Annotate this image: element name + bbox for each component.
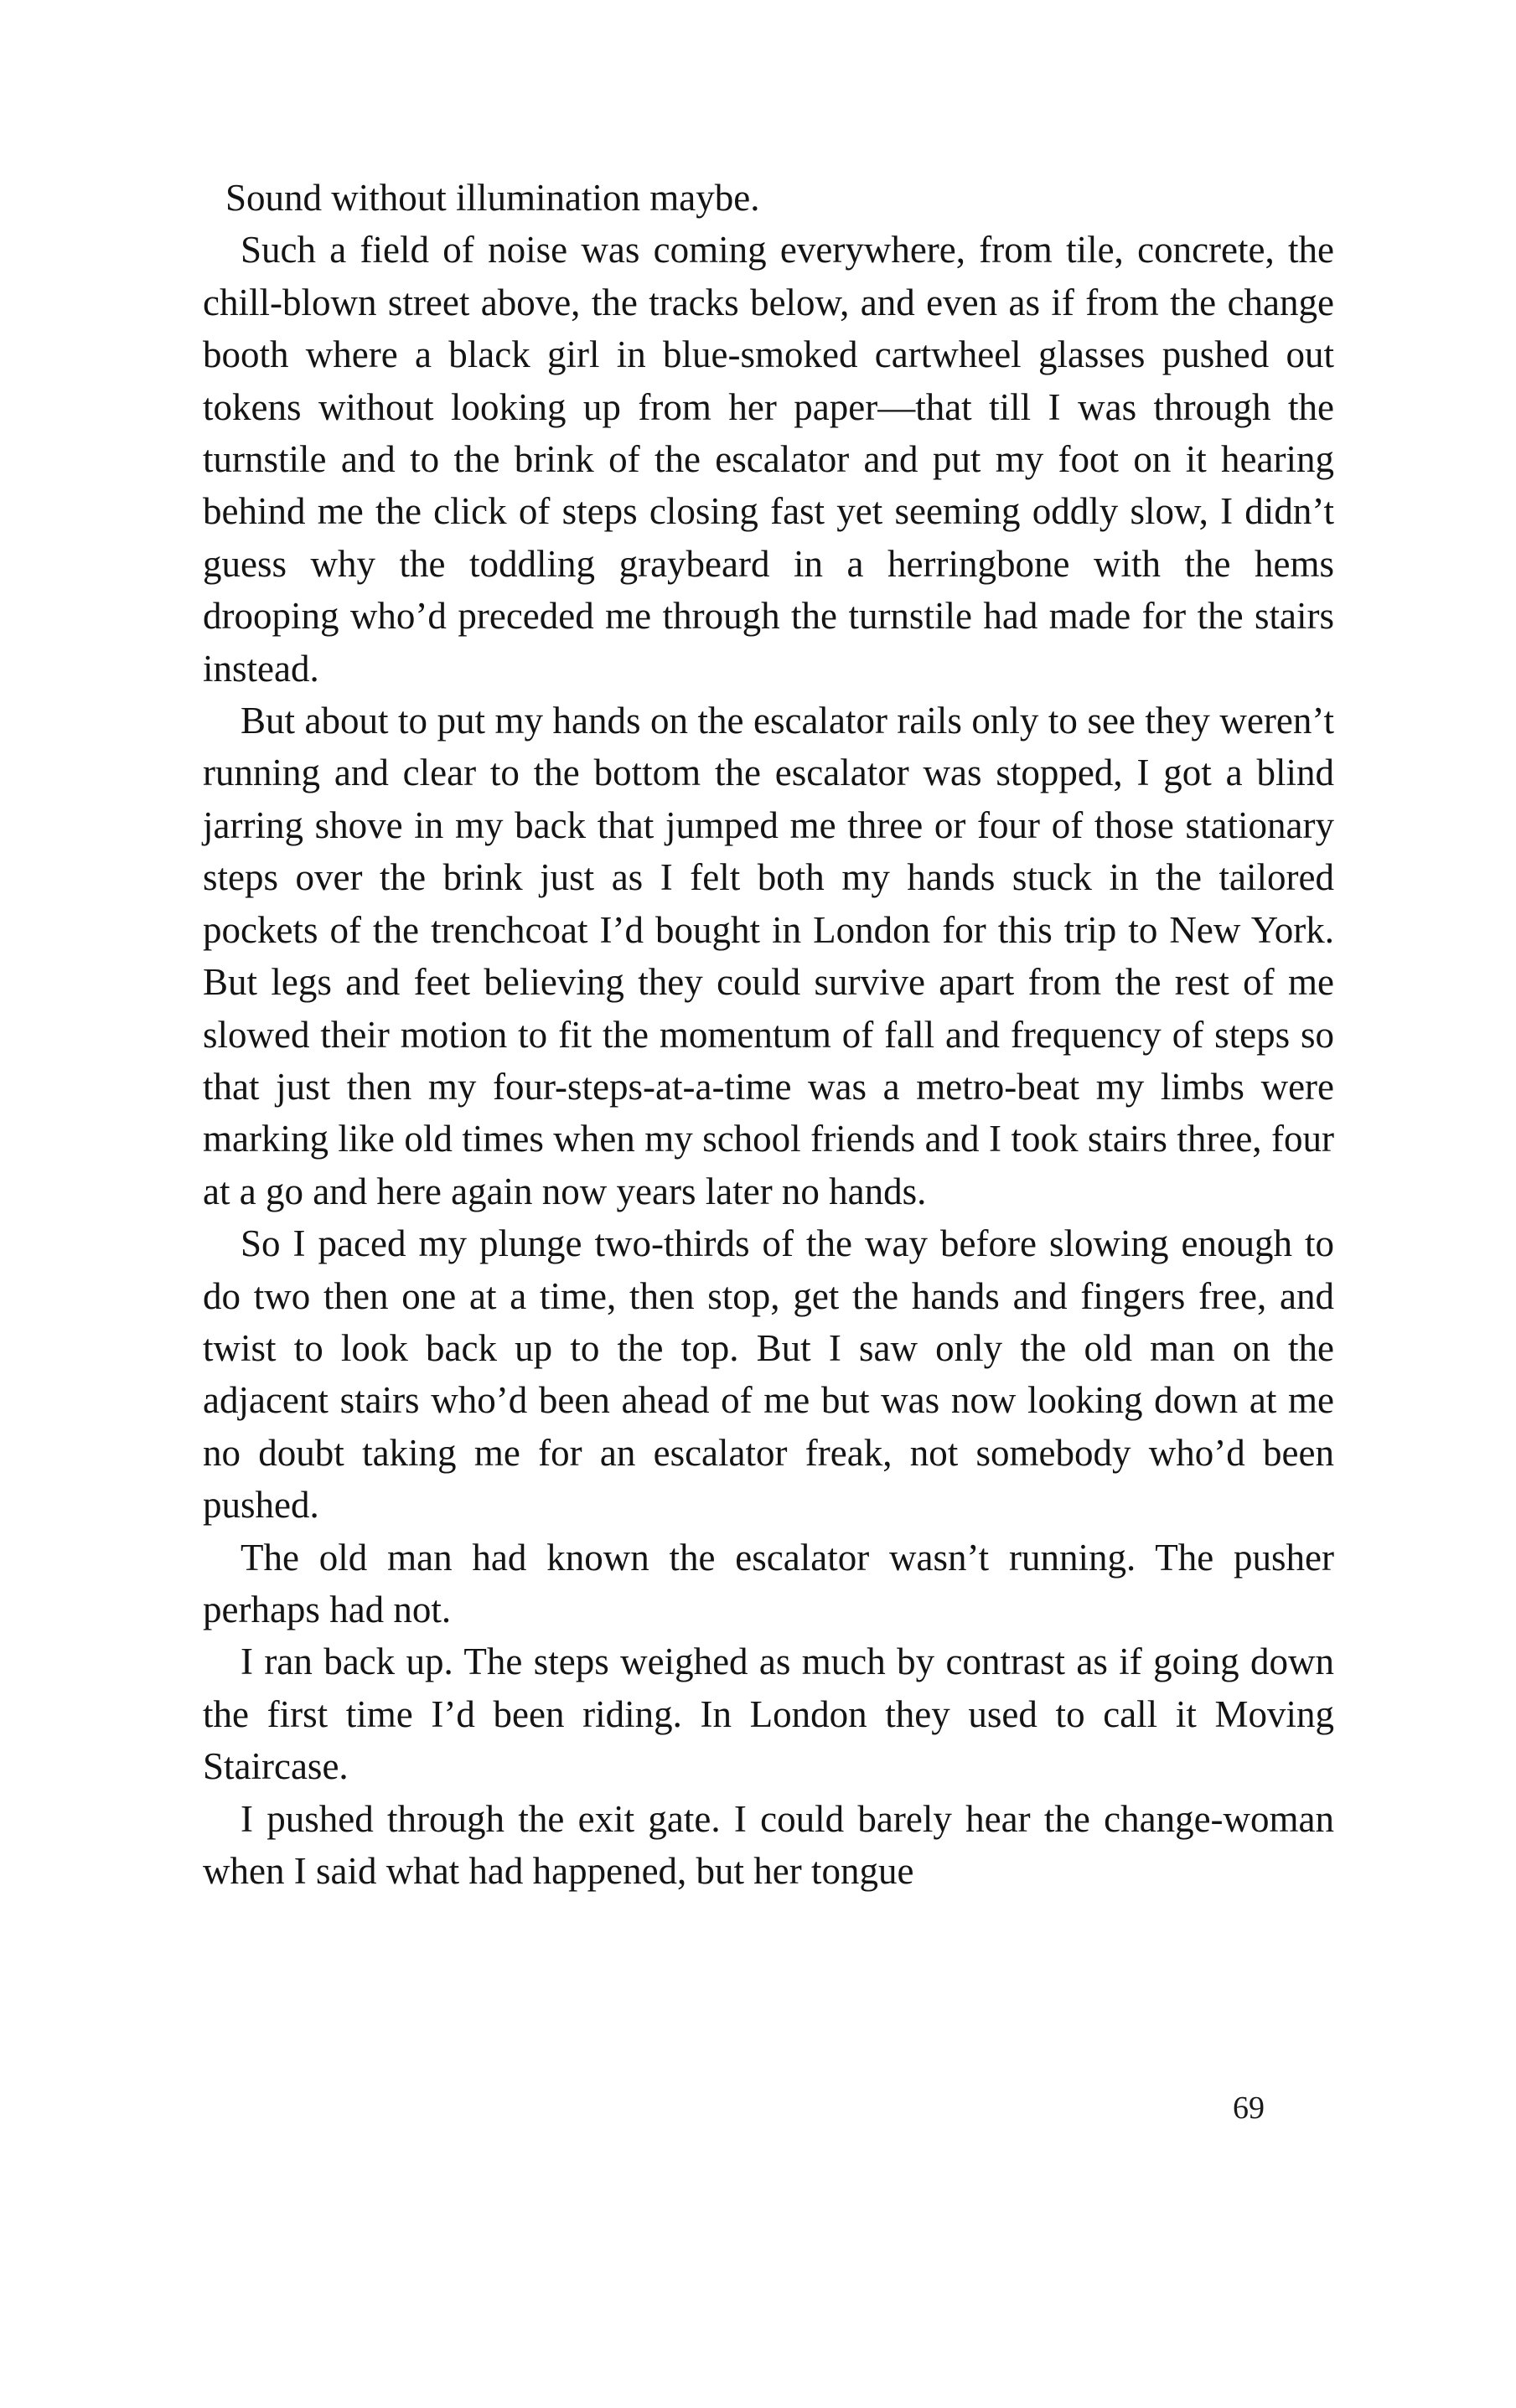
- paragraph: Such a field of noise was coming everywhere, from tile, concrete, the chill-blown street above, the tracks below, and even as if from the change booth where a black girl in blue-smoked cartwheel glasses pushed out tokens without looking up from her paper—that till I was through the turnstile and to the brink of the escalator and put my foot on it hearing behind me the click of steps closing fast yet seeming oddly slow, I didn’t guess why the toddling graybeard in a herringbone with the hems drooping who’d preceded me through the turnstile had made for the stairs instead.: [203, 229, 1334, 690]
- paragraph: But about to put my hands on the escalator rails only to see they weren’t running and clear to the bottom the escalator was stopped, I got a blind jarring shove in my back that jumped me three or four of those stationary steps over the brink just as I felt both my hands stuck in the tailored pockets of the trenchcoat I’d bought in London for this trip to New York. But legs and feet believing they could survive apart from the rest of me slowed their motion to fit the momentum of fall and frequency of steps so that just then my four-steps-at-a-time was a metro-beat my limbs were marking like old times when my school friends and I took stairs three, four at a go and here again now years later no hands.: [203, 700, 1334, 1212]
- paragraph: The old man had known the escalator wasn’t running. The pusher perhaps had not.: [203, 1536, 1334, 1630]
- page-number: 69: [1233, 2090, 1265, 2126]
- paragraph: I pushed through the exit gate. I could barely hear the change-woman when I said what had happened, but her tongue: [203, 1797, 1334, 1892]
- body-text: [203, 172, 1334, 1897]
- paragraph: I ran back up. The steps weighed as much by contrast as if going down the first time I’d been riding. In London they used to call it Moving Staircase.: [203, 1641, 1334, 1788]
- paragraph: So I paced my plunge two-thirds of the way before slowing enough to do two then one at a time, then stop, get the hands and fingers free, and twist to look back up to the top. But I saw only the old man on the adjacent stairs who’d been ahead of me but was now looking down at me no doubt taking me for an escalator freak, not somebody who’d been pushed.: [203, 1222, 1334, 1527]
- paragraph: Sound without illumination maybe.: [225, 177, 760, 219]
